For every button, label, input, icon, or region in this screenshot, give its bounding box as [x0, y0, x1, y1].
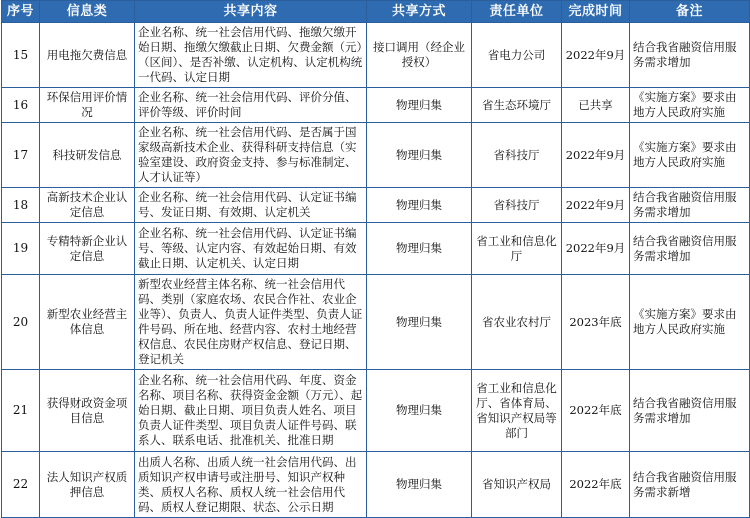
header-unit: 责任单位: [472, 1, 562, 23]
row-content: 出质人名称、出质人统一社会信用代码、出质知识产权申请号或注册号、知识产权种类、质权人名称、质权人统一社会信用代码、质权人登记期限、状态、公示日期: [135, 452, 367, 518]
row-note: 结合我省融资信用服务需求增加: [630, 188, 750, 223]
row-unit: 省农业农村厅: [472, 275, 562, 370]
row-method: 物理归集: [367, 223, 472, 275]
row-time: 2023年底: [562, 275, 630, 370]
table-row: [2, 452, 750, 518]
row-content: 企业名称、统一社会信用代码、拖缴欠缴开始日期、拖缴欠缴截止日期、欠费金额（元）（区间）、是否补缴、认定机构、认定机构统一代码、认定日期: [135, 23, 367, 88]
row-content: 企业名称、统一社会信用代码、是否属于国家级高新技术企业、获得科研支持信息（实验室建设、政府资金支持、参与标准制定、人才认证等）: [135, 123, 367, 188]
header-category: 信息类: [40, 1, 135, 23]
row-category: 获得财政资金项目信息: [40, 370, 135, 452]
row-no: 22: [2, 452, 40, 518]
row-note: 结合我省融资信用服务需求增加: [630, 223, 750, 275]
row-unit: 省生态环境厅: [472, 88, 562, 123]
row-no: 21: [2, 370, 40, 452]
row-time: 2022年9月: [562, 188, 630, 223]
row-note: 结合我省融资信用服务需求新增: [630, 452, 750, 518]
header-method: 共享方式: [367, 1, 472, 23]
row-no: 19: [2, 223, 40, 275]
row-content: 新型农业经营主体名称、统一社会信用代码、类别（家庭农场、农民合作社、农业企业等）、负责人、负责人证件类型、负责人证件号码、所在地、经营内容、农村土地经营权信息、农民住房财产权信息、登记日期、登记机关: [135, 275, 367, 370]
row-content: 企业名称、统一社会信用代码、年度、资金名称、项目名称、获得资金金额（万元）、起始日期、截止日期、项目负责人姓名、项目负责人证件类型、项目负责人证件号码、联系人、联系电话、批准机关、批准日期: [135, 370, 367, 452]
row-time: 2022年9月: [562, 223, 630, 275]
row-no: 15: [2, 23, 40, 88]
row-method: 物理归集: [367, 370, 472, 452]
row-method: 物理归集: [367, 123, 472, 188]
row-unit: 省科技厅: [472, 188, 562, 223]
table-row: [2, 88, 750, 123]
row-unit: 省工业和信息化厅: [472, 223, 562, 275]
row-note: 《实施方案》要求由地方人民政府实施: [630, 275, 750, 370]
row-note: 结合我省融资信用服务需求增加: [630, 23, 750, 88]
row-time: 2022年9月: [562, 23, 630, 88]
row-method: 物理归集: [367, 275, 472, 370]
table-row: [2, 123, 750, 188]
header-time: 完成时间: [562, 1, 630, 23]
row-content: 企业名称、统一社会信用代码、认定证书编号、发证日期、有效期、认定机关: [135, 188, 367, 223]
row-note: 《实施方案》要求由地方人民政府实施: [630, 123, 750, 188]
row-method: 物理归集: [367, 88, 472, 123]
row-category: 科技研发信息: [40, 123, 135, 188]
row-category: 高新技术企业认定信息: [40, 188, 135, 223]
row-content: 企业名称、统一社会信用代码、认定证书编号、等级、认定内容、有效起始日期、有效截止日期、认定机关、认定日期: [135, 223, 367, 275]
row-unit: 省电力公司: [472, 23, 562, 88]
header-content: 共享内容: [135, 1, 367, 23]
table-row: [2, 23, 750, 88]
row-category: 专精特新企业认定信息: [40, 223, 135, 275]
row-unit: 省工业和信息化厅、省体育局、省知识产权局等部门: [472, 370, 562, 452]
row-no: 20: [2, 275, 40, 370]
row-content: 企业名称、统一社会信用代码、评价分值、评价等级、评价时间: [135, 88, 367, 123]
row-no: 17: [2, 123, 40, 188]
row-note: 结合我省融资信用服务需求增加: [630, 370, 750, 452]
row-time: 已共享: [562, 88, 630, 123]
row-category: 用电拖欠费信息: [40, 23, 135, 88]
row-note: 《实施方案》要求由地方人民政府实施: [630, 88, 750, 123]
table-row: [2, 370, 750, 452]
row-no: 18: [2, 188, 40, 223]
row-unit: 省科技厅: [472, 123, 562, 188]
row-no: 16: [2, 88, 40, 123]
row-time: 2022年底: [562, 452, 630, 518]
row-time: 2022年9月: [562, 123, 630, 188]
row-method: 接口调用（经企业授权）: [367, 23, 472, 88]
row-method: 物理归集: [367, 188, 472, 223]
row-method: 物理归集: [367, 452, 472, 518]
header-no: 序号: [2, 1, 40, 23]
row-category: 新型农业经营主体信息: [40, 275, 135, 370]
table-row: [2, 275, 750, 370]
row-unit: 省知识产权局: [472, 452, 562, 518]
shared-info-table: [1, 0, 750, 518]
header-note: 备注: [630, 1, 750, 23]
row-time: 2022年底: [562, 370, 630, 452]
table-header-row: [2, 1, 750, 23]
row-category: 法人知识产权质押信息: [40, 452, 135, 518]
row-category: 环保信用评价情况: [40, 88, 135, 123]
table-row: [2, 188, 750, 223]
table-row: [2, 223, 750, 275]
